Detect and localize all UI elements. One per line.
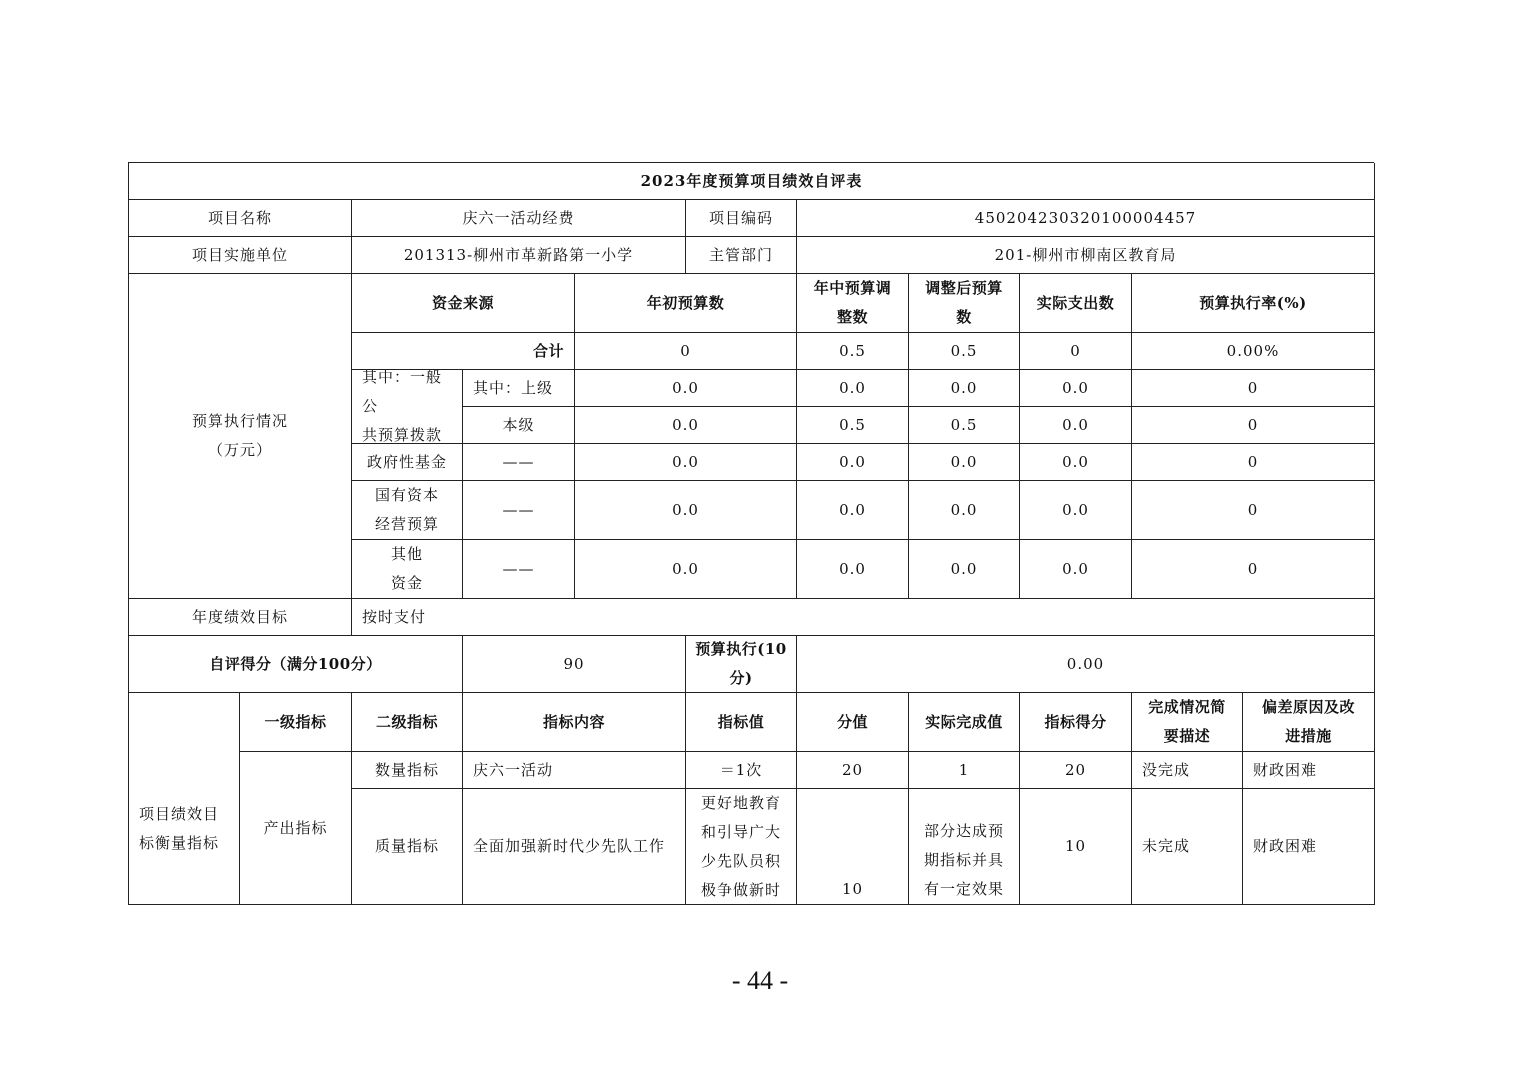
gov-fund-label: 政府性基金 [352, 444, 463, 481]
header-actual-value: 实际完成值 [909, 693, 1020, 752]
quantity-content: 庆六一活动 [463, 752, 686, 789]
header-midyear-adjustment: 年中预算调 整数 [797, 274, 909, 333]
state-capital-dash: —— [463, 481, 575, 540]
header-actual-expenditure: 实际支出数 [1020, 274, 1132, 333]
header-execution-rate: 预算执行率(%) [1132, 274, 1375, 333]
superior-adjusted: 0.0 [909, 370, 1020, 407]
quantity-reason: 财政困难 [1243, 752, 1375, 789]
local-adjusted: 0.5 [909, 407, 1020, 444]
header-status: 完成情况简 要描述 [1132, 693, 1243, 752]
dept-value: 201-柳州市柳南区教育局 [797, 237, 1375, 274]
superior-rate: 0 [1132, 370, 1375, 407]
local-actual: 0.0 [1020, 407, 1132, 444]
project-code-label: 项目编码 [686, 200, 797, 237]
quality-reason: 财政困难 [1243, 789, 1375, 905]
quantity-level2: 数量指标 [352, 752, 463, 789]
indicator-section-label: 项目绩效目 标衡量指标 [129, 693, 240, 905]
total-actual: 0 [1020, 333, 1132, 370]
header-level1: 一级指标 [240, 693, 352, 752]
quality-actual: 部分达成预 期指标并具 有一定效果 [909, 789, 1020, 905]
total-initial: 0 [575, 333, 797, 370]
header-initial-budget: 年初预算数 [575, 274, 797, 333]
general-budget-label: 其中：一般公 共预算拨款 [352, 370, 463, 444]
gov-fund-adjusted: 0.0 [909, 444, 1020, 481]
annual-goal-value: 按时支付 [352, 599, 1375, 636]
header-reason: 偏差原因及改 进措施 [1243, 693, 1375, 752]
dept-label: 主管部门 [686, 237, 797, 274]
self-score-label: 自评得分（满分100分） [129, 636, 463, 693]
state-capital-initial: 0.0 [575, 481, 797, 540]
quality-value: 更好地教育 和引导广大 少先队员积 极争做新时 [686, 789, 797, 905]
local-label: 本级 [463, 407, 575, 444]
state-capital-actual: 0.0 [1020, 481, 1132, 540]
total-midyear: 0.5 [797, 333, 909, 370]
quality-points: 10 [797, 789, 909, 905]
total-adjusted: 0.5 [909, 333, 1020, 370]
gov-fund-midyear: 0.0 [797, 444, 909, 481]
gov-fund-initial: 0.0 [575, 444, 797, 481]
local-midyear: 0.5 [797, 407, 909, 444]
header-points: 分值 [797, 693, 909, 752]
other-funds-dash: —— [463, 540, 575, 599]
table-title: 2023年度预算项目绩效自评表 [129, 163, 1375, 200]
state-capital-adjusted: 0.0 [909, 481, 1020, 540]
output-indicator-label: 产出指标 [240, 752, 352, 905]
quality-score: 10 [1020, 789, 1132, 905]
page-number: - 44 - [731, 966, 789, 995]
state-capital-midyear: 0.0 [797, 481, 909, 540]
header-value: 指标值 [686, 693, 797, 752]
header-fund-source: 资金来源 [352, 274, 575, 333]
gov-fund-rate: 0 [1132, 444, 1375, 481]
local-initial: 0.0 [575, 407, 797, 444]
quantity-score: 20 [1020, 752, 1132, 789]
project-code-value: 450204230320100004457 [797, 200, 1375, 237]
annual-goal-label: 年度绩效目标 [129, 599, 352, 636]
budget-execution-label: 预算执行情况 （万元） [129, 274, 352, 599]
other-funds-rate: 0 [1132, 540, 1375, 599]
other-funds-label: 其他 资金 [352, 540, 463, 599]
other-funds-midyear: 0.0 [797, 540, 909, 599]
budget-exec-score-label: 预算执行(10 分) [686, 636, 797, 693]
performance-evaluation-table [128, 162, 1374, 905]
quantity-points: 20 [797, 752, 909, 789]
state-capital-rate: 0 [1132, 481, 1375, 540]
gov-fund-dash: —— [463, 444, 575, 481]
superior-midyear: 0.0 [797, 370, 909, 407]
budget-exec-score-value: 0.00 [797, 636, 1375, 693]
superior-initial: 0.0 [575, 370, 797, 407]
gov-fund-actual: 0.0 [1020, 444, 1132, 481]
superior-label: 其中：上级 [463, 370, 575, 407]
quality-content: 全面加强新时代少先队工作 [463, 789, 686, 905]
self-score-value: 90 [463, 636, 686, 693]
superior-actual: 0.0 [1020, 370, 1132, 407]
other-funds-initial: 0.0 [575, 540, 797, 599]
unit-label: 项目实施单位 [129, 237, 352, 274]
project-name-label: 项目名称 [129, 200, 352, 237]
total-label: 合计 [352, 333, 575, 370]
total-rate: 0.00% [1132, 333, 1375, 370]
header-adjusted-budget: 调整后预算 数 [909, 274, 1020, 333]
local-rate: 0 [1132, 407, 1375, 444]
other-funds-adjusted: 0.0 [909, 540, 1020, 599]
project-name-value: 庆六一活动经费 [352, 200, 686, 237]
quality-level2: 质量指标 [352, 789, 463, 905]
other-funds-actual: 0.0 [1020, 540, 1132, 599]
quantity-status: 没完成 [1132, 752, 1243, 789]
state-capital-label: 国有资本 经营预算 [352, 481, 463, 540]
header-level2: 二级指标 [352, 693, 463, 752]
header-score: 指标得分 [1020, 693, 1132, 752]
quantity-value: ＝1次 [686, 752, 797, 789]
quantity-actual: 1 [909, 752, 1020, 789]
unit-value: 201313-柳州市革新路第一小学 [352, 237, 686, 274]
quality-status: 未完成 [1132, 789, 1243, 905]
header-content: 指标内容 [463, 693, 686, 752]
